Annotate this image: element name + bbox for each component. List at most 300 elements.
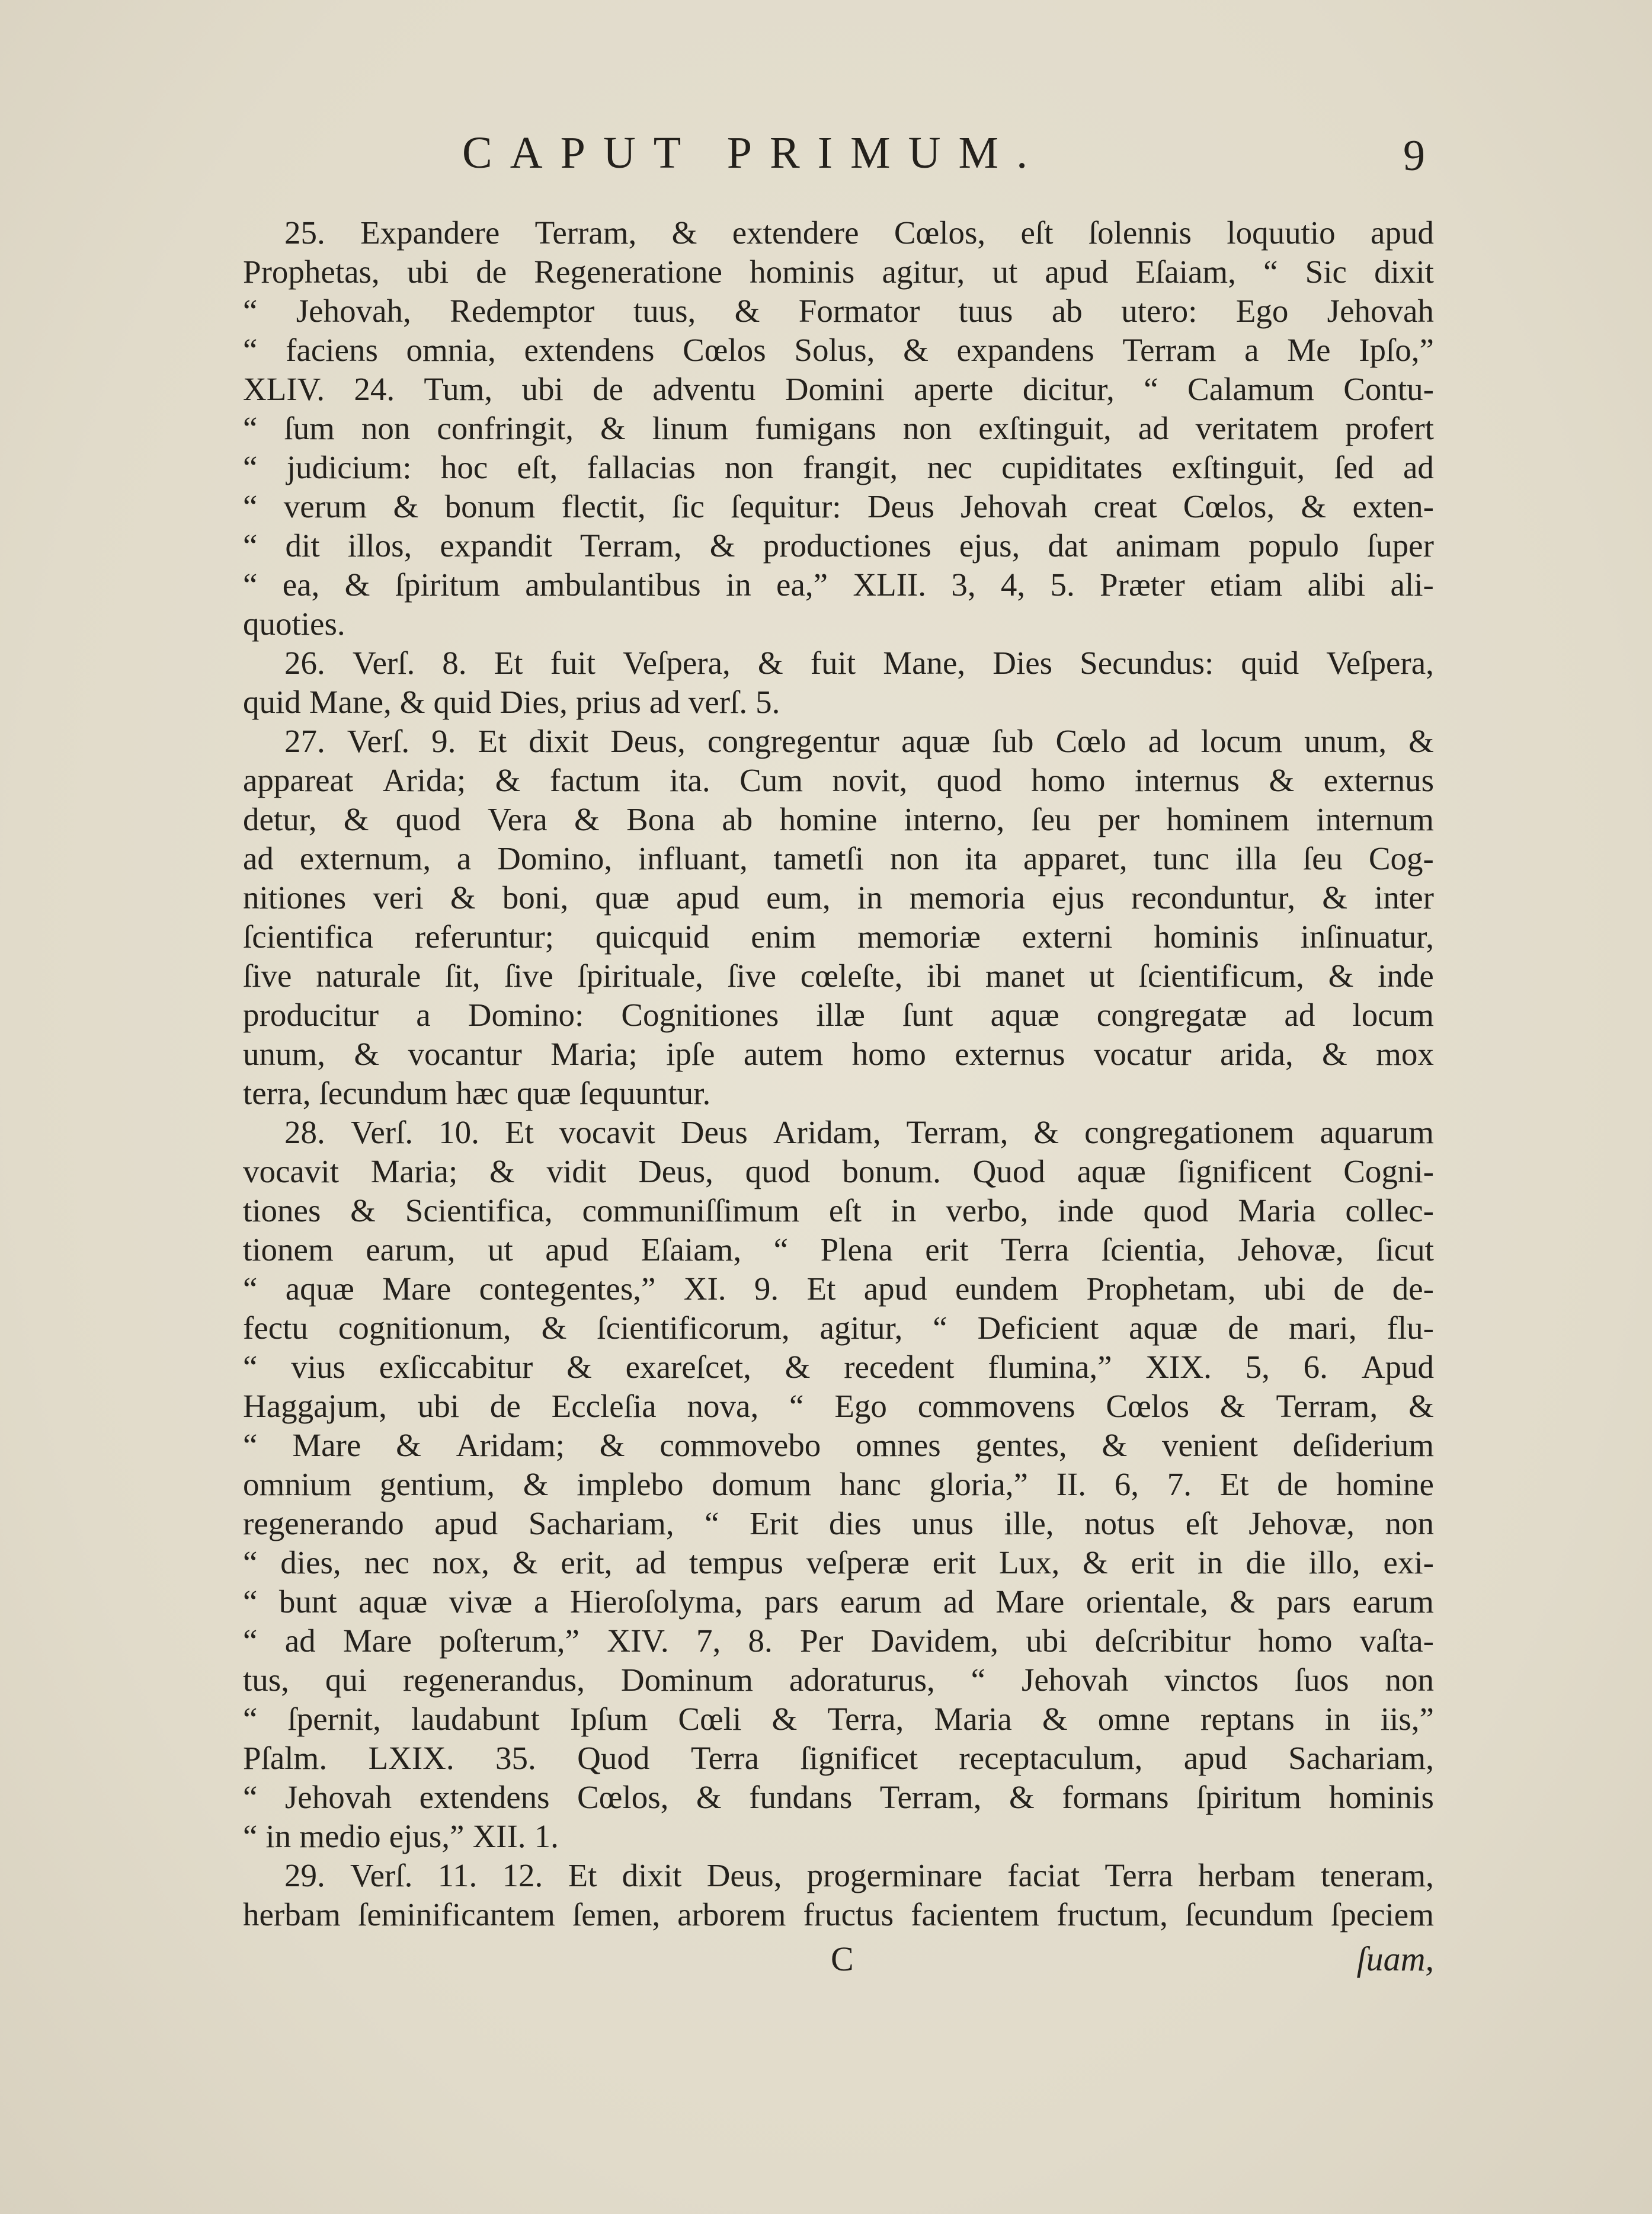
word: quoties. bbox=[243, 606, 345, 642]
word: ut bbox=[487, 1231, 513, 1268]
word: eundem bbox=[955, 1271, 1059, 1307]
word: ſcientifica bbox=[243, 919, 373, 955]
word: exareſcet, bbox=[625, 1349, 751, 1385]
word: exſtinguit, bbox=[978, 410, 1112, 446]
word: enim bbox=[751, 919, 817, 955]
word: non bbox=[1385, 1505, 1434, 1541]
word: cognitionum, bbox=[338, 1310, 511, 1346]
word: extendens bbox=[524, 332, 655, 368]
word: notus bbox=[1084, 1505, 1155, 1541]
word: dixit bbox=[1374, 254, 1434, 290]
word: Scientifica, bbox=[405, 1192, 553, 1228]
word: 9. bbox=[754, 1271, 779, 1307]
word: ſignificet bbox=[800, 1740, 918, 1776]
word: arida, bbox=[1220, 1036, 1294, 1072]
word: illos, bbox=[347, 527, 412, 564]
body-text bbox=[243, 213, 1434, 1934]
word: fructum, bbox=[1056, 1896, 1168, 1933]
word: vius bbox=[291, 1349, 345, 1385]
word: Secundus: bbox=[1080, 645, 1214, 681]
word: teneram, bbox=[1321, 1857, 1434, 1893]
word: profert bbox=[1345, 410, 1434, 446]
word: verſ. bbox=[688, 684, 748, 720]
word: ab bbox=[1051, 293, 1083, 329]
text-line bbox=[243, 1113, 1434, 1152]
word: reptans bbox=[1200, 1701, 1295, 1737]
word: Terram, bbox=[580, 527, 682, 564]
word: Apud bbox=[1361, 1349, 1434, 1385]
text-line bbox=[243, 565, 1434, 604]
word: Aridam; bbox=[456, 1427, 565, 1463]
text-line bbox=[243, 956, 1434, 996]
word: inde bbox=[1378, 958, 1434, 994]
word: Me bbox=[1287, 332, 1331, 368]
word: eſt bbox=[1185, 1505, 1218, 1541]
word: Quod bbox=[577, 1740, 650, 1776]
word: ubi bbox=[521, 371, 564, 407]
word: ad bbox=[943, 1583, 974, 1620]
word: “ bbox=[243, 527, 258, 564]
word: ſive bbox=[243, 958, 292, 994]
word: Prophetam, bbox=[1086, 1271, 1236, 1307]
word: & bbox=[1230, 1583, 1256, 1620]
word: 29. bbox=[284, 1857, 325, 1893]
word: ſecundum bbox=[1184, 1896, 1314, 1933]
word: unum, bbox=[1304, 723, 1387, 759]
word: ea,” bbox=[776, 567, 828, 603]
word: ibi bbox=[927, 958, 962, 994]
word: gentium, bbox=[380, 1466, 495, 1502]
word: & bbox=[512, 1544, 538, 1580]
word: contegentes,” bbox=[479, 1271, 656, 1307]
word: Contu- bbox=[1343, 371, 1434, 407]
word: ſum bbox=[284, 410, 335, 446]
word: Dies bbox=[993, 645, 1053, 681]
word: erit bbox=[925, 1231, 969, 1268]
word: in bbox=[1324, 1701, 1350, 1737]
word: apud bbox=[863, 1271, 927, 1307]
text-line bbox=[243, 644, 1434, 683]
word: apparet, bbox=[1023, 840, 1128, 876]
word: ſpeciem bbox=[1330, 1896, 1434, 1933]
text-line bbox=[243, 1426, 1434, 1465]
text-line bbox=[243, 1387, 1434, 1426]
word: Haggajum, bbox=[243, 1388, 387, 1424]
word: ejus,” bbox=[389, 1818, 465, 1854]
text-line bbox=[243, 1856, 1434, 1895]
word: Maria; bbox=[370, 1153, 458, 1189]
word: non bbox=[902, 410, 952, 446]
word: tempus bbox=[689, 1544, 783, 1580]
word: Mare bbox=[342, 1623, 412, 1659]
word: linum bbox=[652, 410, 729, 446]
word: naturale bbox=[316, 958, 421, 994]
word: & bbox=[1322, 1036, 1347, 1072]
page-number: 9 bbox=[1403, 132, 1425, 180]
word: Lux, bbox=[998, 1544, 1060, 1580]
word: & bbox=[709, 527, 735, 564]
text-line bbox=[243, 1700, 1434, 1739]
word: vocantur bbox=[408, 1036, 522, 1072]
word: Terram, bbox=[906, 1114, 1009, 1150]
word: facientem bbox=[911, 1896, 1040, 1933]
word: Terra bbox=[690, 1740, 760, 1776]
word: Tum, bbox=[424, 371, 493, 407]
word: Ipſo,” bbox=[1359, 332, 1434, 368]
text-line bbox=[243, 839, 1434, 878]
word: hominis bbox=[750, 254, 855, 290]
word: a bbox=[416, 997, 431, 1033]
word: extendere bbox=[732, 215, 859, 251]
word: receptaculum, bbox=[959, 1740, 1143, 1776]
word: ad bbox=[1148, 723, 1179, 759]
word: ſed bbox=[1334, 449, 1374, 485]
word: cœleſte, bbox=[800, 958, 903, 994]
word: dixit bbox=[529, 723, 589, 759]
word: die bbox=[1246, 1544, 1286, 1580]
word: ſuos bbox=[1294, 1662, 1349, 1698]
word: hoc bbox=[440, 449, 488, 485]
word: & bbox=[489, 1153, 515, 1189]
text-line bbox=[243, 800, 1434, 839]
text-line bbox=[243, 1269, 1434, 1308]
page-footer bbox=[243, 1939, 1434, 1981]
word: appareat bbox=[243, 762, 354, 798]
word: XII. bbox=[472, 1818, 526, 1854]
word: Mane, bbox=[883, 645, 966, 681]
word: “ bbox=[243, 410, 258, 446]
word: agitur, bbox=[819, 1310, 903, 1346]
word: & bbox=[1009, 1779, 1035, 1815]
word: & bbox=[757, 645, 783, 681]
word: 28. bbox=[284, 1114, 325, 1150]
word: Ego bbox=[1235, 293, 1289, 329]
word: & bbox=[350, 1192, 376, 1228]
word: fallacias bbox=[587, 449, 696, 485]
word: Mare bbox=[995, 1583, 1065, 1620]
word: Cœlos, bbox=[894, 215, 986, 251]
word: homine bbox=[1336, 1466, 1434, 1502]
word: fructus bbox=[803, 1896, 894, 1933]
word: ſunt bbox=[902, 997, 953, 1033]
word: ſub bbox=[992, 723, 1034, 759]
word: etiam bbox=[1209, 567, 1283, 603]
text-line bbox=[243, 1465, 1434, 1504]
word: 7, bbox=[696, 1623, 721, 1659]
word: Eſaiam, bbox=[641, 1231, 742, 1268]
word: a bbox=[456, 840, 472, 876]
word: Terra bbox=[1001, 1231, 1070, 1268]
word: ſcientia, bbox=[1101, 1231, 1206, 1268]
word: Et bbox=[1219, 1466, 1249, 1502]
word: ita. bbox=[669, 762, 710, 798]
word: 8. bbox=[748, 1623, 773, 1659]
word: locum bbox=[1200, 723, 1283, 759]
word: Deus bbox=[867, 488, 934, 524]
word: ea, bbox=[282, 567, 320, 603]
word: & bbox=[354, 1036, 380, 1072]
word: vaſta- bbox=[1359, 1623, 1434, 1659]
word: Maria; bbox=[550, 1036, 638, 1072]
word: Deus, bbox=[706, 1857, 782, 1893]
word: “ bbox=[243, 1544, 258, 1580]
word: Cœlos bbox=[1106, 1388, 1189, 1424]
word: quod bbox=[395, 801, 461, 837]
word: Mane, bbox=[309, 684, 392, 720]
word: quod bbox=[745, 1153, 811, 1189]
word: Domino: bbox=[468, 997, 584, 1033]
word: fectu bbox=[243, 1310, 308, 1346]
word: Hieroſolyma, bbox=[569, 1583, 743, 1620]
word: “ bbox=[243, 1271, 258, 1307]
word: quid bbox=[243, 684, 301, 720]
word: Cœli bbox=[678, 1701, 742, 1737]
word: & bbox=[771, 1701, 798, 1737]
word: tiones bbox=[243, 1192, 321, 1228]
word: “ bbox=[243, 1818, 258, 1854]
word: apud bbox=[676, 879, 740, 916]
word: regenerandus, bbox=[403, 1662, 585, 1698]
word: Terram bbox=[1122, 332, 1216, 368]
word: non bbox=[1385, 1662, 1434, 1698]
word: Terram, bbox=[534, 215, 637, 251]
word: vinctos bbox=[1164, 1662, 1259, 1698]
word: unum, bbox=[243, 1036, 326, 1072]
word: homo bbox=[1031, 762, 1106, 798]
word: aquæ bbox=[285, 1271, 354, 1307]
word: de bbox=[593, 371, 623, 407]
word: dicitur, bbox=[1022, 371, 1115, 407]
word: ille, bbox=[1004, 1505, 1054, 1541]
word: omnes bbox=[856, 1427, 941, 1463]
word: Maria bbox=[1238, 1192, 1316, 1228]
word: & bbox=[1269, 762, 1295, 798]
word: Domini bbox=[785, 371, 885, 407]
text-line bbox=[243, 252, 1434, 292]
word: ut bbox=[992, 254, 1018, 290]
word: eſt, bbox=[517, 449, 558, 485]
text-line bbox=[243, 370, 1434, 409]
word: in bbox=[891, 1192, 917, 1228]
word: Deficient bbox=[977, 1310, 1099, 1346]
word: de bbox=[489, 1388, 521, 1424]
word: tuus bbox=[958, 293, 1013, 329]
word: 6. bbox=[1303, 1349, 1328, 1385]
word: hominis bbox=[1154, 919, 1259, 955]
word: ut bbox=[1088, 958, 1115, 994]
word: “ bbox=[243, 1701, 258, 1737]
word: & bbox=[566, 1349, 592, 1385]
word: bonum bbox=[444, 488, 536, 524]
word: Formator bbox=[798, 293, 920, 329]
word: referuntur; bbox=[414, 919, 554, 955]
word: earum bbox=[840, 1583, 922, 1620]
word: Deus, bbox=[638, 1153, 713, 1189]
word: tionem bbox=[243, 1231, 334, 1268]
word: novit, bbox=[832, 762, 908, 798]
word: ſolennis bbox=[1088, 215, 1192, 251]
word: inde bbox=[1058, 1192, 1114, 1228]
word: terra, bbox=[243, 1075, 311, 1111]
word: XI. bbox=[683, 1271, 726, 1307]
word: Redemptor bbox=[450, 293, 595, 329]
word: Sachariam, bbox=[1288, 1740, 1434, 1776]
word: LXIX. bbox=[368, 1740, 454, 1776]
word: de- bbox=[1392, 1271, 1434, 1307]
word: Cum bbox=[739, 762, 803, 798]
word: a bbox=[1244, 332, 1259, 368]
word: & bbox=[1408, 723, 1434, 759]
word: & bbox=[1219, 1388, 1246, 1424]
word: externus bbox=[955, 1036, 1065, 1072]
word: adventu bbox=[652, 371, 756, 407]
word: populo bbox=[1248, 527, 1339, 564]
word: & bbox=[495, 762, 521, 798]
word: nec bbox=[364, 1544, 409, 1580]
text-line bbox=[243, 487, 1434, 526]
word: deſiderium bbox=[1292, 1427, 1434, 1463]
word: unus bbox=[912, 1505, 974, 1541]
word: confringit, bbox=[437, 410, 574, 446]
word: domum bbox=[712, 1466, 812, 1502]
word: Mare bbox=[292, 1427, 361, 1463]
word: non bbox=[725, 449, 774, 485]
word: omnium bbox=[243, 1466, 352, 1502]
word: influant, bbox=[638, 840, 748, 876]
word: verum bbox=[283, 488, 367, 524]
word: Et bbox=[806, 1271, 836, 1307]
word: 4, bbox=[1000, 567, 1026, 603]
word: Cœlo bbox=[1055, 723, 1126, 759]
word: Sachariam, bbox=[528, 1505, 674, 1541]
word: frangit, bbox=[802, 449, 898, 485]
word: apud bbox=[1045, 254, 1109, 290]
word: Cog- bbox=[1368, 840, 1434, 876]
word: ſcientificum, bbox=[1138, 958, 1304, 994]
word: quæ bbox=[517, 1075, 571, 1111]
word: externum, bbox=[299, 840, 431, 876]
word: & bbox=[523, 1466, 549, 1502]
word: flumina,” bbox=[988, 1349, 1112, 1385]
word: ipſe bbox=[666, 1036, 715, 1072]
word: ſive bbox=[504, 958, 553, 994]
word: ad bbox=[635, 1544, 667, 1580]
word: expandens bbox=[956, 332, 1094, 368]
word: & bbox=[599, 1427, 625, 1463]
word: Dies, bbox=[500, 684, 568, 720]
word: 9. bbox=[431, 723, 456, 759]
word: 12. bbox=[502, 1857, 543, 1893]
word: II. bbox=[1056, 1466, 1087, 1502]
word: 5. bbox=[1050, 567, 1075, 603]
word: & bbox=[1102, 1427, 1128, 1463]
word: & bbox=[671, 215, 697, 251]
word: & bbox=[1042, 1701, 1068, 1737]
word: & bbox=[1301, 488, 1327, 524]
word: alibi bbox=[1307, 567, 1366, 603]
word: interno, bbox=[904, 801, 1005, 837]
text-line bbox=[243, 1504, 1434, 1543]
word: agitur, bbox=[882, 254, 965, 290]
word: adoraturus, bbox=[789, 1662, 935, 1698]
word: vocatur bbox=[1093, 1036, 1192, 1072]
word: fumigans bbox=[755, 410, 876, 446]
text-line bbox=[243, 1308, 1434, 1348]
word: Terra bbox=[1104, 1857, 1173, 1893]
word: qui bbox=[325, 1662, 367, 1698]
word: omnia, bbox=[406, 332, 496, 368]
word: in bbox=[1197, 1544, 1223, 1580]
word: ad bbox=[1403, 449, 1434, 485]
word: “ bbox=[773, 1231, 789, 1268]
word: Expandere bbox=[360, 215, 500, 251]
word: “ bbox=[933, 1310, 947, 1346]
word: boni, bbox=[502, 879, 569, 916]
word: & bbox=[785, 1349, 811, 1385]
word: Solus, bbox=[794, 332, 875, 368]
word: Ego bbox=[834, 1388, 887, 1424]
word: veritatem bbox=[1195, 410, 1319, 446]
word: Erit bbox=[750, 1505, 799, 1541]
word: & bbox=[1033, 1114, 1059, 1150]
word: ali- bbox=[1390, 567, 1434, 603]
word: & bbox=[344, 567, 370, 603]
word: ſit, bbox=[445, 958, 481, 994]
word: Domino, bbox=[497, 840, 613, 876]
word: regenerando bbox=[243, 1505, 404, 1541]
chapter-title: CAPUT PRIMUM. bbox=[462, 128, 1046, 178]
word: ad bbox=[284, 1623, 316, 1659]
word: ſeu bbox=[1302, 840, 1343, 876]
text-line bbox=[243, 448, 1434, 487]
word: apud bbox=[545, 1231, 609, 1268]
word: ubi bbox=[1026, 1623, 1068, 1659]
word: exi- bbox=[1383, 1544, 1434, 1580]
word: illa bbox=[1235, 840, 1278, 876]
word: & bbox=[396, 1427, 421, 1463]
word: judicium: bbox=[286, 449, 412, 485]
word: & bbox=[1328, 958, 1354, 994]
word: deſcribitur bbox=[1094, 1623, 1231, 1659]
word: Terram, bbox=[879, 1779, 982, 1815]
word: quod bbox=[1143, 1192, 1209, 1228]
word: de bbox=[1333, 1271, 1365, 1307]
word: ſequitur: bbox=[731, 488, 841, 524]
word: communiſſimum bbox=[582, 1192, 800, 1228]
word: Verſ. bbox=[350, 1857, 413, 1893]
word: Plena bbox=[820, 1231, 893, 1268]
word: Et bbox=[504, 1114, 534, 1150]
word: fuit bbox=[810, 645, 856, 681]
word: ſive bbox=[727, 958, 777, 994]
word: 7. bbox=[1167, 1466, 1192, 1502]
word: aquæ bbox=[1077, 1153, 1146, 1189]
word: prius bbox=[575, 684, 641, 720]
word: ſpernit, bbox=[287, 1701, 381, 1737]
word: ab bbox=[722, 801, 753, 837]
word: in bbox=[857, 879, 883, 916]
word: aperte bbox=[914, 371, 994, 407]
word: ſeu bbox=[1031, 801, 1071, 837]
text-line bbox=[243, 761, 1434, 800]
word: quid bbox=[1241, 645, 1299, 681]
word: Ipſum bbox=[569, 1701, 648, 1737]
word: Pſalm. bbox=[243, 1740, 328, 1776]
word: Eccleſia bbox=[551, 1388, 657, 1424]
word: nova, bbox=[687, 1388, 759, 1424]
text-line bbox=[243, 1230, 1434, 1269]
word: Cœlos, bbox=[577, 1779, 669, 1815]
